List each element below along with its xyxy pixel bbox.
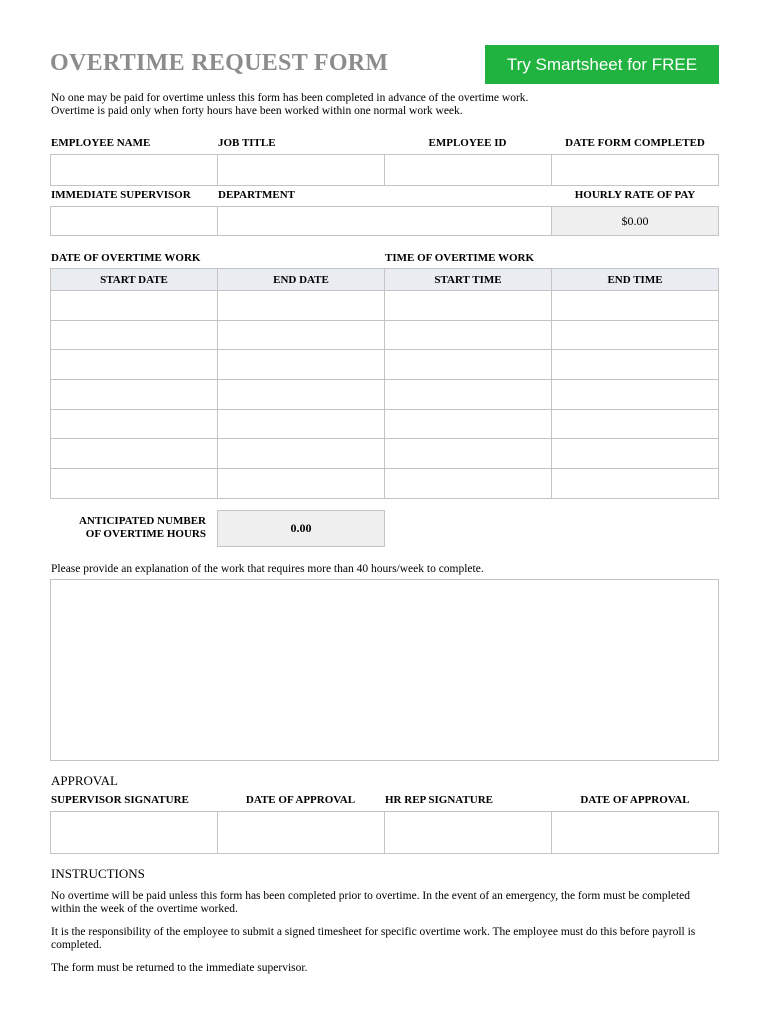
- table-row: [51, 320, 719, 350]
- date-form-completed-field[interactable]: [551, 154, 719, 186]
- table-row: [51, 439, 719, 469]
- employee-id-field[interactable]: [384, 154, 552, 186]
- department-field[interactable]: [217, 206, 552, 236]
- end-time-cell[interactable]: [552, 439, 719, 469]
- date-of-overtime-heading: DATE OF OVERTIME WORK: [51, 252, 201, 264]
- start-time-cell[interactable]: [385, 469, 552, 499]
- instructions-p2-line-2: completed.: [51, 939, 102, 951]
- explanation-prompt: Please provide an explanation of the work that requires more than 40 hours/week to complete.: [51, 563, 484, 575]
- table-row: [51, 469, 719, 499]
- approval-heading: APPROVAL: [51, 773, 118, 788]
- end-time-cell[interactable]: [552, 380, 719, 410]
- instructions-p2-line-1: It is the responsibility of the employee to submit a signed timesheet for specific overtime work. The employee must do this before payroll is: [51, 926, 696, 938]
- start-date-cell[interactable]: [51, 350, 218, 380]
- date-of-approval-label-1: DATE OF APPROVAL: [245, 794, 356, 806]
- date-form-completed-label: DATE FORM COMPLETED: [565, 137, 705, 149]
- table-row: [51, 409, 719, 439]
- department-label: DEPARTMENT: [218, 189, 296, 201]
- form-title: OVERTIME REQUEST FORM: [50, 50, 389, 76]
- anticipated-hours-label: [51, 515, 206, 541]
- supervisor-signature-label: SUPERVISOR SIGNATURE: [51, 794, 189, 806]
- anticipated-hours-label-line-2: OF OVERTIME HOURS: [85, 528, 206, 540]
- hourly-rate-label: HOURLY RATE OF PAY: [574, 189, 696, 201]
- col-start-date: START DATE: [51, 269, 218, 291]
- start-time-cell[interactable]: [385, 350, 552, 380]
- end-time-cell[interactable]: [552, 350, 719, 380]
- intro-line-1: No one may be paid for overtime unless this form has been completed in advance of the overtime work.: [51, 92, 529, 104]
- intro-line-2: Overtime is paid only when forty hours have been worked within one normal work week.: [51, 105, 463, 117]
- hourly-rate-value: $0.00: [551, 206, 719, 236]
- job-title-field[interactable]: [217, 154, 385, 186]
- immediate-supervisor-label: IMMEDIATE SUPERVISOR: [51, 189, 191, 201]
- start-date-cell[interactable]: [51, 469, 218, 499]
- end-date-cell[interactable]: [218, 439, 385, 469]
- col-end-date: END DATE: [218, 269, 385, 291]
- end-date-cell[interactable]: [218, 320, 385, 350]
- date-of-approval-label-2: DATE OF APPROVAL: [580, 794, 690, 806]
- start-date-cell[interactable]: [51, 439, 218, 469]
- instructions-p1-line-2: within the week of the overtime worked.: [51, 903, 238, 915]
- table-row: [51, 380, 719, 410]
- supervisor-signature-field[interactable]: [50, 811, 218, 854]
- instructions-paragraph-3: The form must be returned to the immediate supervisor.: [51, 962, 308, 974]
- instructions-paragraph-1: [51, 890, 721, 916]
- end-time-cell[interactable]: [552, 320, 719, 350]
- start-date-cell[interactable]: [51, 320, 218, 350]
- start-time-cell[interactable]: [385, 439, 552, 469]
- employee-name-label: EMPLOYEE NAME: [51, 137, 151, 149]
- col-start-time: START TIME: [385, 269, 552, 291]
- immediate-supervisor-field[interactable]: [50, 206, 218, 236]
- instructions-p1-line-1: No overtime will be paid unless this form has been completed prior to overtime. In the event of an emergency, the form must be completed: [51, 890, 691, 902]
- time-of-overtime-heading: TIME OF OVERTIME WORK: [385, 252, 535, 264]
- supervisor-approval-date-field[interactable]: [217, 811, 385, 854]
- overtime-table: [50, 268, 719, 499]
- end-date-cell[interactable]: [218, 469, 385, 499]
- start-date-cell[interactable]: [51, 380, 218, 410]
- instructions-heading: INSTRUCTIONS: [51, 866, 145, 881]
- col-end-time: END TIME: [552, 269, 719, 291]
- try-smartsheet-button[interactable]: Try Smartsheet for FREE: [485, 45, 719, 84]
- hr-rep-signature-label: HR REP SIGNATURE: [385, 794, 493, 806]
- table-row: [51, 350, 719, 380]
- hr-approval-date-field[interactable]: [551, 811, 719, 854]
- anticipated-hours-label-line-1: ANTICIPATED NUMBER: [78, 515, 206, 527]
- instructions-paragraph-2: [51, 926, 721, 952]
- start-time-cell[interactable]: [385, 320, 552, 350]
- start-time-cell[interactable]: [385, 380, 552, 410]
- anticipated-hours-value: 0.00: [217, 510, 385, 547]
- end-time-cell[interactable]: [552, 469, 719, 499]
- employee-name-field[interactable]: [50, 154, 218, 186]
- end-date-cell[interactable]: [218, 380, 385, 410]
- start-time-cell[interactable]: [385, 291, 552, 321]
- job-title-label: JOB TITLE: [218, 137, 276, 149]
- end-time-cell[interactable]: [552, 409, 719, 439]
- start-time-cell[interactable]: [385, 409, 552, 439]
- table-row: [51, 291, 719, 321]
- start-date-cell[interactable]: [51, 409, 218, 439]
- end-date-cell[interactable]: [218, 350, 385, 380]
- end-time-cell[interactable]: [552, 291, 719, 321]
- end-date-cell[interactable]: [218, 409, 385, 439]
- employee-id-label: EMPLOYEE ID: [428, 137, 507, 149]
- end-date-cell[interactable]: [218, 291, 385, 321]
- overtime-table-header: [51, 269, 719, 291]
- start-date-cell[interactable]: [51, 291, 218, 321]
- explanation-textarea[interactable]: [50, 579, 719, 761]
- hr-rep-signature-field[interactable]: [384, 811, 552, 854]
- intro-text: [51, 92, 528, 118]
